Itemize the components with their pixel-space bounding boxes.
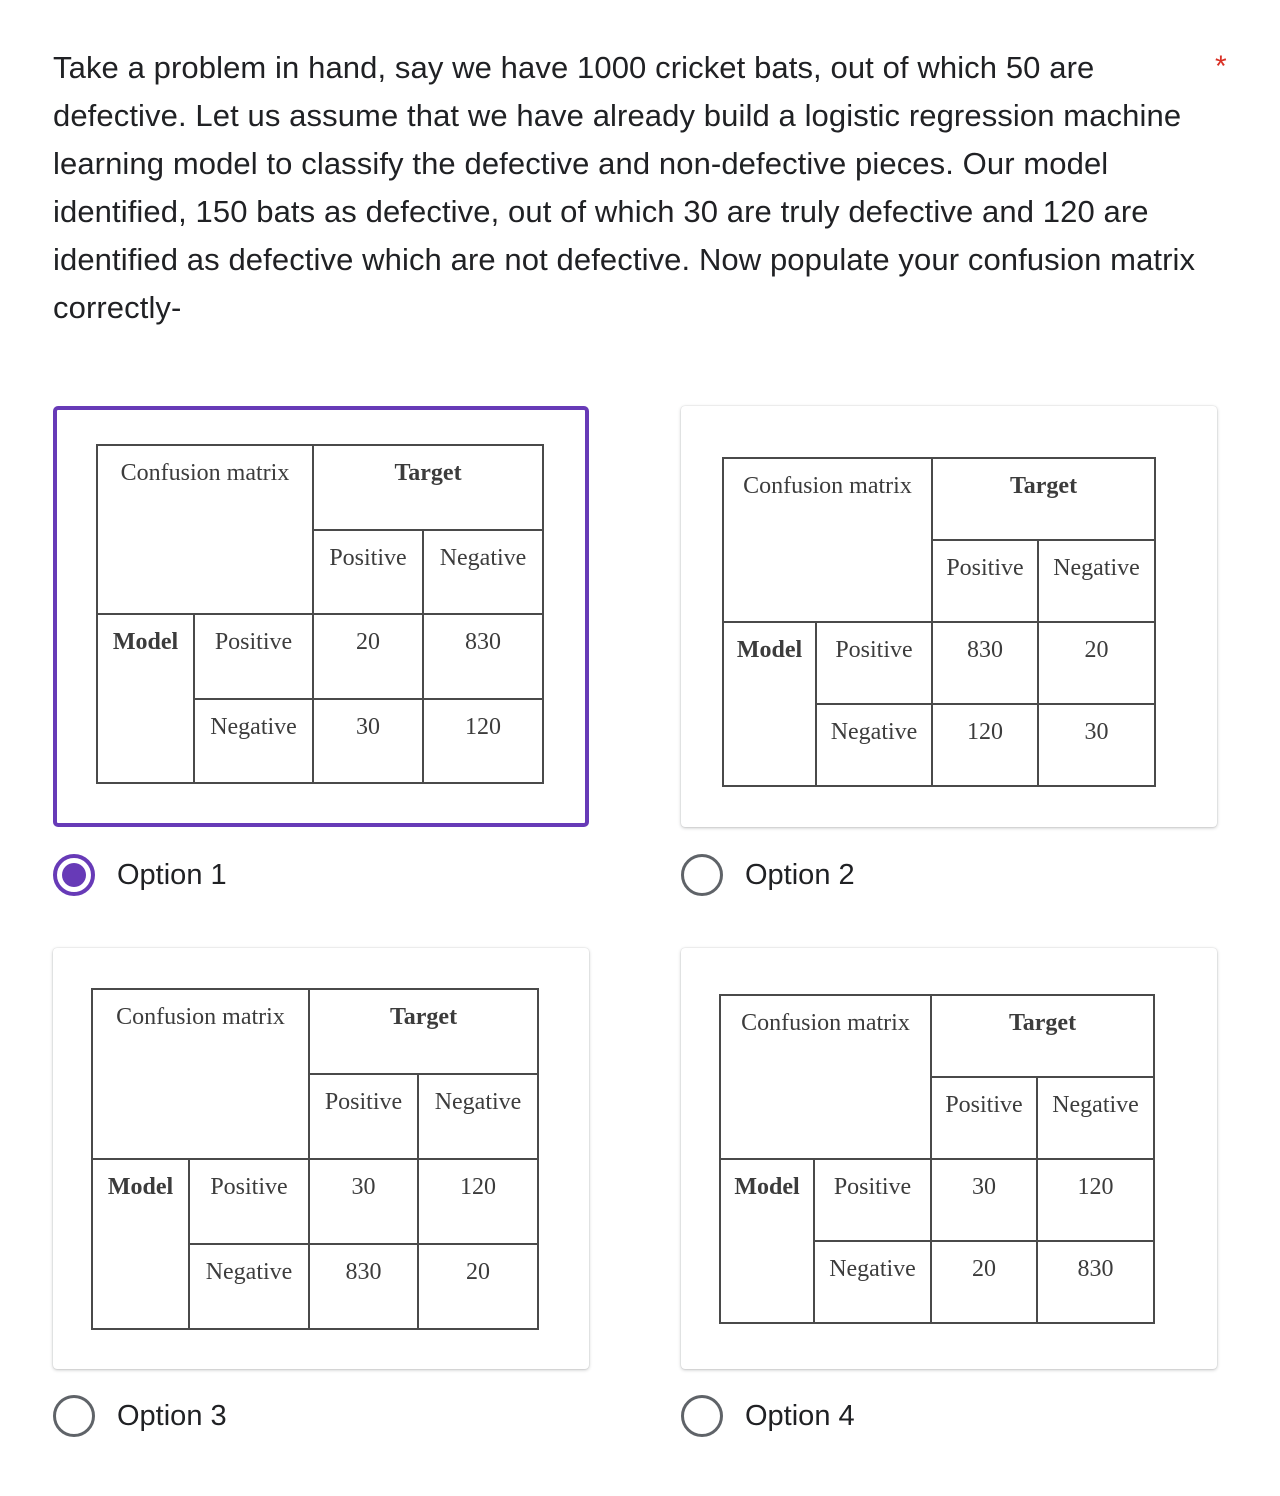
option-1-image[interactable] [53,406,589,827]
matrix-title: Confusion matrix [723,458,932,622]
cell-pos-pos: 20 [313,614,423,699]
option-2-image[interactable] [681,406,1217,827]
option-1-label: Option 1 [117,858,227,891]
model-negative-header: Negative [194,699,313,784]
option-4-image[interactable] [681,948,1217,1369]
cell-neg-neg: 830 [1037,1241,1154,1323]
cell-pos-pos: 830 [932,622,1038,704]
radio-selected-dot [62,863,86,887]
target-header: Target [931,995,1154,1077]
model-negative-header: Negative [814,1241,931,1323]
option-4-radio[interactable] [681,1395,723,1437]
matrix-title: Confusion matrix [720,995,931,1159]
cell-pos-pos: 30 [931,1159,1037,1241]
confusion-matrix-table [722,457,1156,787]
option-1-radio-row[interactable] [53,854,227,896]
cell-neg-pos: 830 [309,1244,418,1329]
option-3-radio-row[interactable] [53,1395,227,1437]
confusion-matrix-table [719,994,1155,1324]
model-positive-header: Positive [189,1159,309,1244]
model-header: Model [723,622,816,786]
option-3-image[interactable] [53,948,589,1369]
confusion-matrix-table [91,988,539,1330]
option-4-label: Option 4 [745,1399,855,1432]
target-positive-header: Positive [313,530,423,615]
option-4-radio-row[interactable] [681,1395,855,1437]
model-positive-header: Positive [816,622,932,704]
target-header: Target [309,989,538,1074]
confusion-matrix-table [96,444,544,784]
model-positive-header: Positive [814,1159,931,1241]
option-2-radio[interactable] [681,854,723,896]
cell-neg-neg: 30 [1038,704,1155,786]
model-header: Model [92,1159,189,1329]
cell-neg-pos: 20 [931,1241,1037,1323]
cell-pos-neg: 120 [418,1159,538,1244]
target-positive-header: Positive [932,540,1038,622]
cell-neg-neg: 20 [418,1244,538,1329]
option-3-label: Option 3 [117,1399,227,1432]
option-2-label: Option 2 [745,858,855,891]
target-negative-header: Negative [418,1074,538,1159]
cell-neg-pos: 120 [932,704,1038,786]
cell-neg-neg: 120 [423,699,543,784]
cell-pos-neg: 120 [1037,1159,1154,1241]
model-header: Model [720,1159,814,1323]
question-text: Take a problem in hand, say we have 1000 cricket bats, out of which 50 are defective. Let us assume that we have already build a logistic regression machine learning model to classify the defective and non-defective pieces. Our model identified, 150 bats as defective, out of which 30 are truly defective and 120 are identified as defective which are not defective. Now populate your confusion matrix correctly- [53,50,1196,325]
matrix-title: Confusion matrix [97,445,313,614]
target-negative-header: Negative [1038,540,1155,622]
target-header: Target [313,445,543,530]
option-1-radio[interactable] [53,854,95,896]
target-positive-header: Positive [309,1074,418,1159]
model-negative-header: Negative [816,704,932,786]
model-positive-header: Positive [194,614,313,699]
target-negative-header: Negative [1037,1077,1154,1159]
option-3-radio[interactable] [53,1395,95,1437]
option-2-radio-row[interactable] [681,854,855,896]
target-negative-header: Negative [423,530,543,615]
cell-pos-pos: 30 [309,1159,418,1244]
required-asterisk: * [1215,50,1227,83]
target-header: Target [932,458,1155,540]
cell-pos-neg: 20 [1038,622,1155,704]
matrix-title: Confusion matrix [92,989,309,1159]
cell-pos-neg: 830 [423,614,543,699]
cell-neg-pos: 30 [313,699,423,784]
model-header: Model [97,614,194,783]
model-negative-header: Negative [189,1244,309,1329]
target-positive-header: Positive [931,1077,1037,1159]
